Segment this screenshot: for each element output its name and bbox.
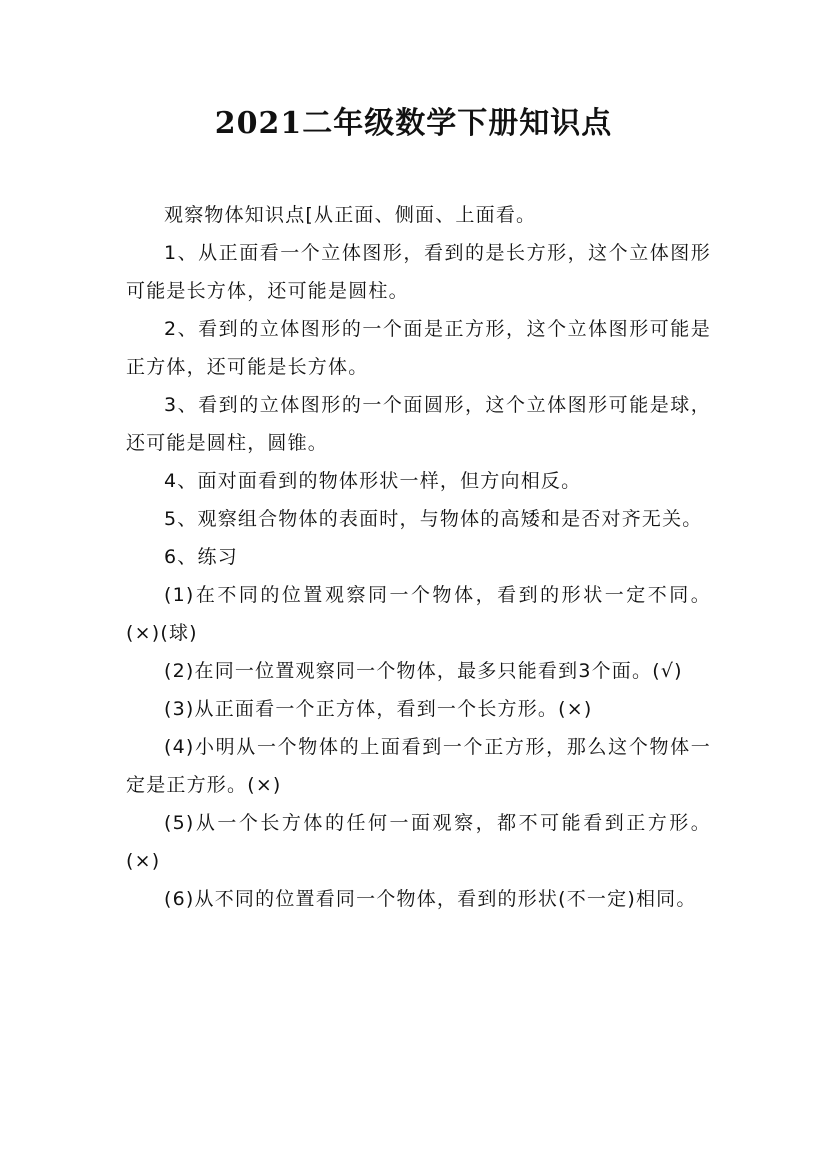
document-title: 2021二年级数学下册知识点 (214, 106, 613, 141)
paragraph-exercises-heading: 6、练习 (164, 546, 238, 568)
exercise-item-3: (3)从正面看一个正方体，看到一个长方形。(×) (164, 698, 593, 720)
exercise-item-1: (1)在不同的位置观察同一个物体，看到的形状一定不同。(×)(球) (126, 584, 711, 644)
paragraph-intro: 观察物体知识点[从正面、侧面、上面看。 (164, 204, 537, 226)
exercise-item-5: (5)从一个长方体的任何一面观察，都不可能看到正方形。(×) (126, 812, 711, 872)
paragraph-point-2: 2、看到的立体图形的一个面是正方形，这个立体图形可能是正方体，还可能是长方体。 (126, 318, 711, 378)
paragraph-point-4: 4、面对面看到的物体形状一样，但方向相反。 (164, 470, 582, 492)
exercise-item-2: (2)在同一位置观察同一个物体，最多只能看到3个面。(√) (164, 660, 683, 682)
exercise-item-4: (4)小明从一个物体的上面看到一个正方形，那么这个物体一定是正方形。(×) (126, 736, 711, 796)
exercise-item-6: (6)从不同的位置看同一个物体，看到的形状(不一定)相同。 (164, 888, 697, 910)
paragraph-point-1: 1、从正面看一个立体图形，看到的是长方形，这个立体图形可能是长方体，还可能是圆柱。 (126, 242, 711, 302)
document-body (126, 196, 711, 918)
paragraph-point-3: 3、看到的立体图形的一个面圆形，这个立体图形可能是球，还可能是圆柱，圆锥。 (126, 394, 711, 454)
paragraph-point-5: 5、观察组合物体的表面时，与物体的高矮和是否对齐无关。 (164, 508, 703, 530)
